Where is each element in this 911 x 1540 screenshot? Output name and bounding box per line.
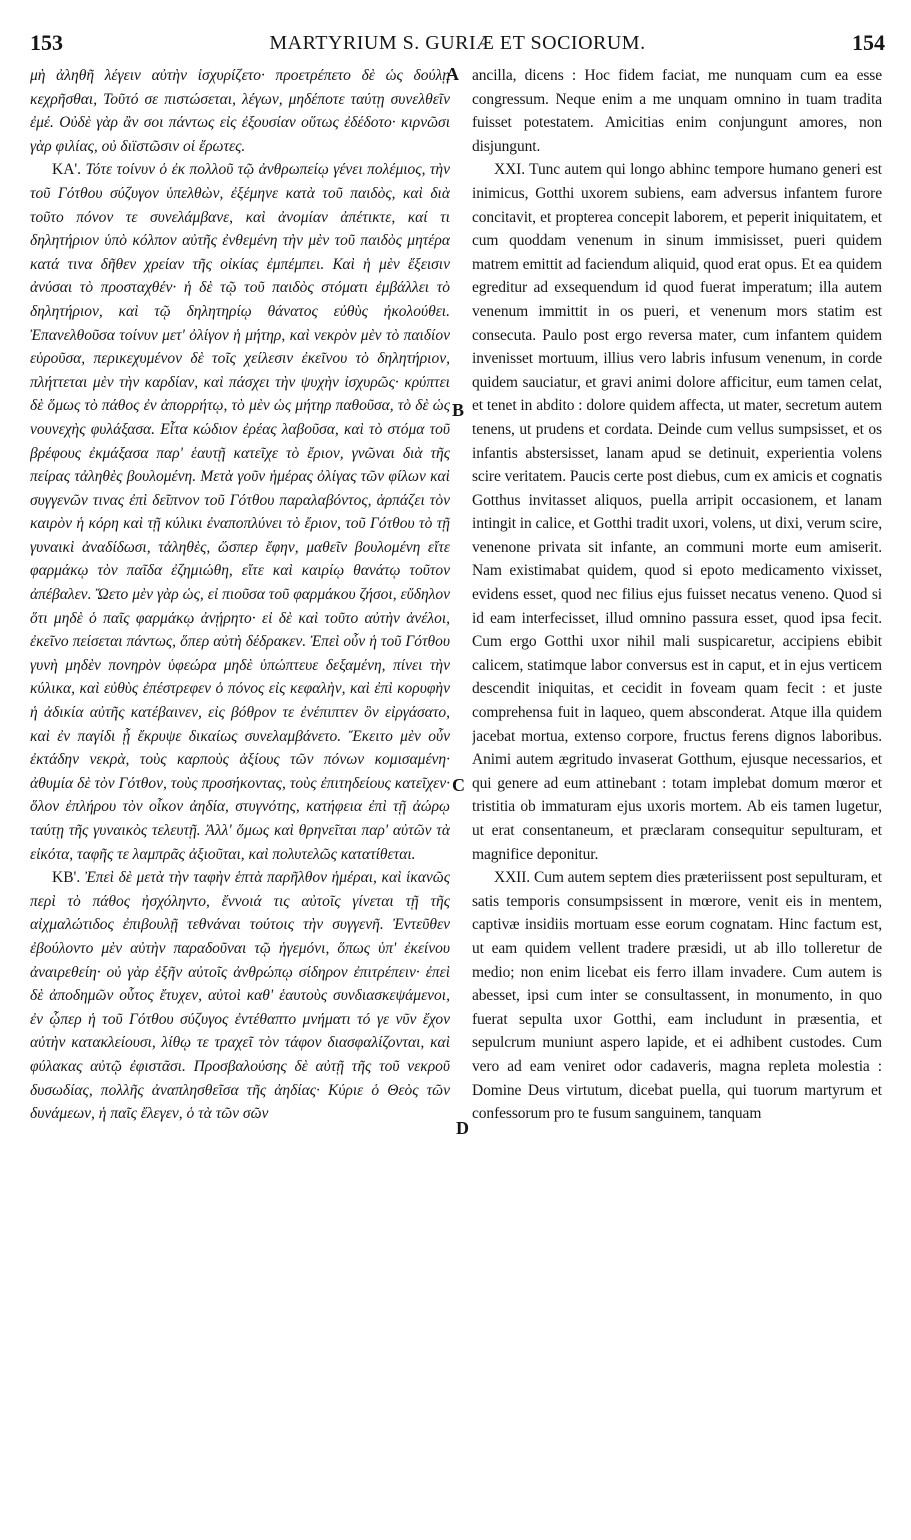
greek-paragraph-21 [30, 158, 450, 866]
margin-marker-c: C [452, 775, 465, 795]
page-number-right: 154 [852, 30, 885, 55]
latin-paragraph-continued: ancilla, dicens : Hoc fidem faciat, me nunquam cum ea esse congressum. Neque enim a me unquam omnino in tuam tradita fuisset potestatem. Amicitias enim conjungunt amores, non disjungunt. [472, 67, 882, 155]
latin-section-number-21: XXI. [494, 161, 526, 179]
latin-section-number-22: XXII. [494, 869, 531, 887]
margin-marker-d: D [456, 1118, 469, 1138]
page-header [30, 26, 885, 62]
latin-paragraph-21-text: Tunc autem qui longo abhinc tempore humano generi est inimicus, Gotthi uxorem subiens, eam adversus infantem furore concitavit, et propterea concepit laborem, et peperit iniquitatem, et cum quoddam venenum in sinum immisisset, pueri quidem matrem emittit ad faciendum aliquid, quod erat opus. Et ea quidem egreditur ad exsequendum id quod fuerat imperatum; illa autem venenum immittit in os pueri, et venenum mors statim est consecuta. Paulo post ergo reversa mater, cum infantem quidem invenisset mortuum, illius vero labris infusum venenum, in corde quidem sauciatur, et gravi animi dolore afficitur, eum tamen celat, et tenet in abdito : dolore quidem affecta, ut mater, secretum autem tenens, ut prudens et cordata. Deinde cum vellus sumpsisset, et os infantis abstersisset, lanam apud se detinuit, experientia volens scire veritatem. Paucis certe post diebus, cum ex amicis et cognatis Gotthus invitasset aliquos, puella arripit occasionem, et lanam intingit in calice, et Gotthi tradit uxori, volens, ut dixi, verum scire, venenone privata sit infante, an communi morte eum amiserit. Nam existimabat quidem, quod si epoto medicamento vixisset, evidens esset, quod nec filius ejus fuisset necatus veneno. Quod si id eam interfecisset, illud omnino passura esset, quod ipsa fecit. Cum ergo Gotthi uxor nihil mali suspicaretur, accipiens ebibit calicem, statimque labor conversus est in caput, et in ejus verticem descendit iniquitas, et cecidit in foveam quam fecit : et juste comprehensa fuit in laqueo, quem absconderat. Atque illa quidem jacebat mortua, extenso corpore, fructus ferens dignos laboribus. Animi autem ægritudo invaserat Gotthum, ejusque necessarios, et qui genere ad eum attinebant : totam implebat domum mœror et tristitia ob immaturam ejus uxoris mortem. Ab eis tamen lugetur, ut erat consentaneum, et præclaram consequitur sepulturam, et magnifice deponitur. [472, 161, 882, 863]
running-title: MARTYRIUM S. GURIÆ ET SOCIORUM. [269, 32, 646, 54]
greek-paragraph-22 [30, 866, 450, 1126]
greek-paragraph-21-text: Τότε τοίνυν ὁ ἐκ πολλοῦ τῷ ἀνθρωπείῳ γένει πολέμιος, τὴν τοῦ Γότθου σύζυγον ὑπελθὼν, ἐξέμηνε κατὰ τοῦ παιδὸς, καὶ διὰ τοῦτο πόνον τε συνελάμβανε, καὶ ἀνομίαν ἀπέτικτε, καί τι δηλητήριον ὑπὸ κόλπον αὐτῆς ἐνθεμένη τὴν μὲν τοῦ παιδὸς μητέρα κατά τινα δῆθεν χρείαν τῆς οἰκίας ἐμπέμπει. Καὶ ἡ μὲν ἔξεισιν ἀνύσαι τὸ προσταχθέν· ἡ δὲ τῷ τοῦ παιδὸς στόματι ἐμβάλλει τὸ δηλητήριον, καὶ τῷ δηλητηρίῳ θάνατος εὐθὺς ἠκολούθει. Ἐπανελθοῦσα τοίνυν μετ' ὀλίγον ἡ μήτηρ, καὶ νεκρὸν μὲν τὸ παιδίον εὑροῦσα, περικεχυμένον δὲ τοῖς χείλεσιν ἐκεῖνου τὸ δηλητήριον, πλήττεται μὲν τὴν καρδίαν, καὶ πάσχει τὴν ψυχὴν ἰσχυρῶς· κρύπτει δὲ ὅμως τὸ πάθος ἐν ἀπορρήτῳ, τὸ μὲν ὡς μήτηρ παθοῦσα, τὸ δὲ ὡς νουνεχὴς φυλάξασα. Εἶτα κώδιον ἐρέας λαβοῦσα, καὶ τὸ στόμα τοῦ βρέφους ἐκμάξασα παρ' ἑαυτῇ κατεῖχε τὸ ἔριον, γνῶναι διὰ τῆς πείρας τἀληθὲς βουλομένη. Μετὰ γοῦν ἡμέρας ὀλίγας τῶν φίλων καὶ συγγενῶν τινας ἐπὶ δεῖπνον τοῦ Γότθου παραλαβόντος, ἁρπάζει τὸν καιρὸν ἡ κόρη καὶ τῇ κύλικι ἐναποπλύνει τὸ ἔριον, τοῦ Γότθου τὸ τῇ γυναικὶ ἀναδίδωσι, τἀληθὲς, ὥσπερ ἔφην, μαθεῖν βουλομένη εἴτε φαρμάκῳ τὸν παῖδα ἐζημιώθη, εἴτε καὶ καιρίῳ θανάτῳ τοῦτον ἀπέβαλεν. Ὤετο μὲν γὰρ ὡς, εἰ πιοῦσα τοῦ φαρμάκου ζήσοι, εὔδηλον ὅτι μηδὲ ὁ παῖς φαρμάκῳ ἀνῄρητο· εἰ δὲ καὶ τοῦτο αὐτὴν ἀνέλοι, ἐκεῖνο πείσεται πάντως, ὅπερ αὐτὴ δέδρακεν. Ἐπεὶ οὖν ἡ τοῦ Γότθου γυνὴ μηδὲν πονηρὸν ὑφεώρα μηδὲ ὑπώπτευε δεξαμένη, πίνει τὴν κύλικα, καὶ εὐθὺς ἐπέστρεφεν ὁ πόνος εἰς κεφαλὴν, καὶ ἐπὶ κορυφὴν ἡ ἀδικία αὐτῆς κατέβαινεν, εἰς βόθρον τε ἐνέπιπτεν ὃν εἰργάσατο, καὶ ἐν παγίδι ᾗ ἔκρυψε δικαίως συνελαμβάνετο. Ἔκειτο μὲν οὖν ἐκτάδην νεκρὰ, τοὺς καρποὺς ἀξίους τῶν πόνων κομισαμένη· ἀθυμία δὲ τὸν Γότθον, τοὺς προσήκοντας, τοὺς ἐπιτηδείους κατεῖχεν· ὅλον ἐπλήρου τὸν οἶκον ἀηδία, στυγνότης, κατήφεια ἐπὶ τῇ ἀώρῳ ταύτῃ τῆς γυναικὸς τελευτῇ. Ἀλλ' ὅμως καὶ θρηνεῖται παρ' αὐτῶν τὰ εἰκότα, ταφῆς τε λαμπρᾶς ἀξιοῦται, καὶ πολυτελῶς κατατίθεται. [30, 161, 450, 863]
margin-marker-b: B [452, 400, 465, 420]
greek-paragraph-continued: μὴ ἀληθῆ λέγειν αὐτὴν ἰσχυρίζετο· προετρέπετο δὲ ὡς δούλῃ κεχρῆσθαι, Τοῦτό σε πιστώσεται, λέγων, μηδέποτε ταύτῃ συνελθεῖν ἐμέ. Οὐδὲ γὰρ ἂν σοι πάντως εἰς ἐξουσίαν οὕτως ἐδέδοτο· κιρνῶσι γὰρ φιλίας, οὐ διϊστῶσιν οἱ ἔρωτες. [30, 67, 450, 155]
greek-section-number-22: ΚΒ'. [52, 869, 81, 887]
latin-paragraph-22 [472, 866, 882, 1126]
margin-marker-a: A [446, 64, 459, 84]
greek-paragraph-22-text: Ἐπεὶ δὲ μετὰ τὴν ταφὴν ἑπτὰ παρῆλθον ἡμέραι, καὶ ἱκανῶς περὶ τὸ πάθος ἠσχόληντο, ἔννοιά τις αὐτοῖς γίνεται τῇ τῆς αἰχμαλώτιδος ἐπιβουλῇ τεθνάναι τούτοις τὴν συγγενῆ. Ἐντεῦθεν ἐβούλοντο μὲν αὐτὴν παραδοῦναι τῷ ἡγεμόνι, ὅπως ὑπ' ἐκείνου ἀναιρεθείη· οὐ γὰρ ἐξῆν αὐτοῖς ἀνθρώπῳ σίδηρον ἐπιτρέπειν· ἐπεὶ δὲ ἀποδημῶν οὗτος ἔτυχεν, αὐτοὶ καθ' ἑαυτοὺς συνδιασκεψάμενοι, ἐν ᾧπερ ἡ τοῦ Γότθου σύζυγος ἐντέθαπτο μνήματι τό γε νῦν ἔχον αὐτὴν κατακλείουσι, λίθῳ τε τραχεῖ τὸν τάφον διασφαλίζονται, καὶ φύλακας αὐτῷ ἐφιστᾶσι. Προσβαλούσης δὲ αὐτῇ τῆς τοῦ νεκροῦ δυσωδίας, πολλῆς ἀναπλησθεῖσα τῆς ἀηδίας· Κύριε ὁ Θεὸς τῶν δυνάμεων, ἡ παῖς ἔλεγεν, ὁ τὰ τῶν σῶν [30, 869, 450, 1123]
greek-section-number-21: ΚΑ'. [52, 161, 82, 179]
latin-paragraph-21 [472, 158, 882, 866]
latin-paragraph-22-text: Cum autem septem dies præteriissent post sepulturam, et satis temporis consumpsissent in mœrore, venit eis in mentem, captivæ insidiis mortuam esse eorum cognatam. Hinc factum est, ut eam quidem vellent tradere præsidi, ut ab illo tolleretur de medio; non enim licebat eis ferro illam invadere. Cum autem is abesset, ipsi cum inter se consultassent, in monumento, in quo fuerat sepulta uxor Gotthi, eam includunt in præsentia, et sepulcrum muniunt aspero lapide, et ei adhibent custodes. Cum vero ad eam veniret odor cadaveris, magna repleta molestia : Domine Deus virtutum, dicebat puella, qui tuorum martyrum et confessorum pro te fusum sanguinem, tanquam [472, 869, 882, 1123]
latin-column [472, 64, 882, 1524]
greek-column [30, 64, 450, 1524]
page-number-left: 153 [30, 30, 63, 55]
